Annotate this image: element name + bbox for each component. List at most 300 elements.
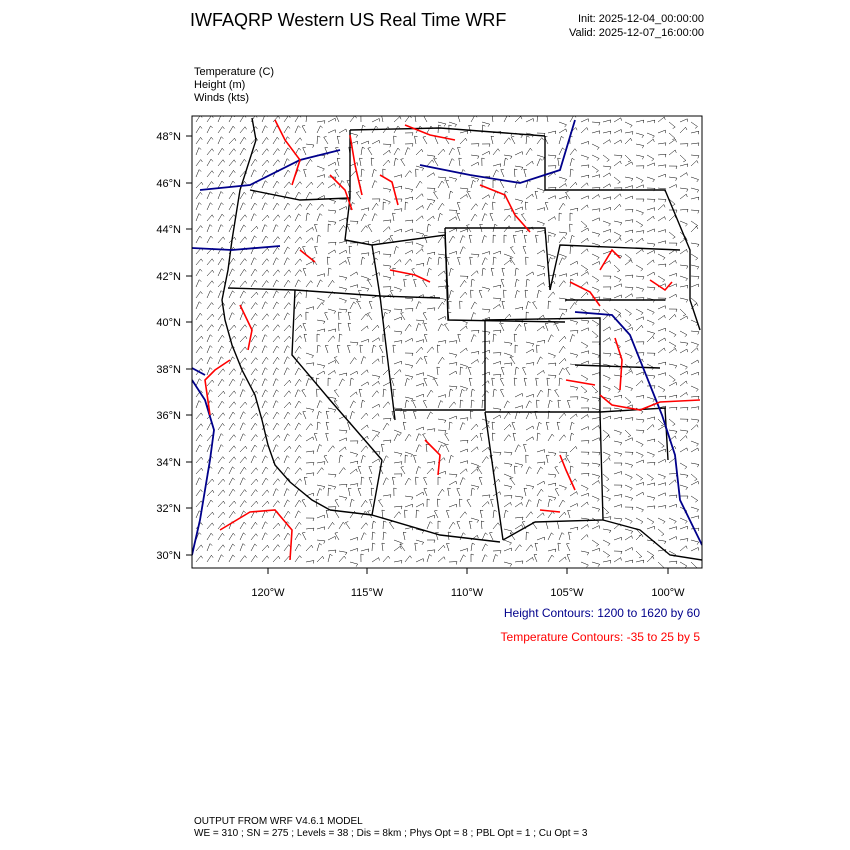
wind-barb [427,347,434,353]
wind-barb [251,379,257,386]
wind-barb [460,533,465,540]
wind-barb [570,466,573,474]
wind-barb [240,259,247,265]
wind-barb [537,138,544,144]
wind-barb [669,314,676,320]
wind-barb [303,268,306,276]
wind-barb [284,313,290,320]
wind-barb [493,298,501,301]
wind-barb [636,120,644,123]
wind-barb [295,401,301,408]
wind-barb [592,209,600,212]
wind-barb [493,164,501,167]
wind-barb [303,147,306,155]
wind-barb [493,452,501,455]
wind-barb [372,459,380,463]
wind-barb [504,363,512,366]
wind-barb [339,250,347,254]
wind-barb [460,229,468,232]
wind-barb [614,238,621,243]
wind-barb [284,446,291,452]
wind-barb [383,144,391,147]
wind-barb [680,381,687,386]
wind-barb [306,312,309,320]
wind-barb [559,500,565,507]
wind-barb [438,477,441,485]
init-time: Init: 2025-12-04_00:00:00 [578,13,704,25]
wind-barb [471,389,475,397]
wind-barb [394,506,402,509]
wind-barb [383,495,391,498]
wind-barb [240,159,246,166]
wind-barb [405,298,413,302]
wind-barb [427,522,432,529]
wind-barb [524,378,527,386]
wind-barb [680,221,687,226]
wind-barb [445,434,449,442]
wind-barb [559,281,566,287]
wind-barb [196,556,203,562]
wind-barb [471,488,475,496]
wind-barb [326,422,329,430]
wind-barb [361,287,369,291]
wind-barb [548,375,556,378]
wind-barb [603,458,610,463]
wind-barb [636,166,644,169]
wind-barb [361,413,368,419]
wind-barb [339,207,347,211]
wind-barb [603,416,611,419]
wind-barb [482,425,489,430]
wind-barb [358,488,361,496]
wind-barb [603,435,610,441]
wind-barb [438,395,446,398]
wind-barb [548,335,554,342]
wind-barb [449,228,457,232]
wind-barb [548,483,556,486]
lon-label-120w: 120°W [251,587,285,599]
wind-barb [328,488,331,496]
wind-barb [680,407,688,410]
wind-barb [251,258,256,265]
wind-barb [449,268,454,276]
wind-barb [603,529,611,533]
wind-barb [306,238,313,243]
wind-barb [460,478,465,486]
wind-barb [383,312,388,320]
wind-barb [372,214,377,222]
wind-barb [669,150,676,155]
wind-barb [603,173,611,177]
wind-barb [383,532,386,540]
wind-barb [416,249,423,254]
wind-barb [471,335,476,343]
wind-barb [614,463,622,466]
wind-barb [339,556,346,562]
wind-barb [480,510,483,518]
wind-barb [467,191,471,199]
wind-barb [218,379,224,386]
wind-barb [350,243,358,246]
wind-barb [680,419,688,422]
wind-barb [295,368,301,375]
wind-barb [592,540,599,546]
wind-barb [504,209,512,212]
wind-barb [658,348,665,353]
wind-barb [680,209,688,212]
wind-barb [295,237,302,243]
wind-barbs [196,114,699,569]
wind-barb [229,170,235,177]
wind-barb [438,316,446,320]
wind-barb [383,389,386,397]
wind-barb [526,301,531,309]
wind-barb [328,360,336,364]
wind-barb [302,390,306,398]
wind-barb [218,357,223,364]
wind-barb [361,141,369,144]
wind-barb [482,502,489,508]
wind-barb [493,353,501,356]
wind-barb [317,329,325,332]
wind-barb [284,148,290,155]
wind-barb [691,448,699,452]
wind-barb [306,561,314,564]
wind-barb [680,436,687,442]
wind-barb [647,320,654,325]
wind-barb [691,481,699,485]
wind-barb [350,499,354,507]
wind-barb [570,213,573,221]
wind-barb [229,412,235,419]
wind-barb [251,203,257,210]
wind-barb [603,120,611,123]
wind-barb [680,546,687,551]
wind-barb [262,270,269,276]
wind-barb [514,169,517,177]
wind-barb [317,235,321,243]
wind-barb [548,232,556,237]
wind-barb [240,358,247,364]
wind-barb [328,446,335,452]
wind-barb [614,194,621,199]
wind-barb [568,510,571,518]
wind-barb [317,121,325,124]
wind-barb [449,353,457,357]
wind-barb [614,177,620,184]
wind-barb [295,346,301,353]
wind-barb [392,477,395,485]
state-boundaries [222,118,702,560]
wind-barb [262,259,269,265]
wind-barb [284,182,291,188]
wind-barb [328,130,336,133]
wind-barb [614,485,622,488]
wind-barb [416,492,424,496]
wind-barb [636,372,644,375]
wind-barb [526,394,534,397]
wind-barb [647,120,655,123]
wind-barb [361,554,364,562]
wind-barb [524,169,527,177]
wind-barb [493,389,497,397]
wind-barb [405,504,413,507]
wind-barb [647,353,655,356]
wind-barb [361,549,369,552]
wind-barb [339,438,347,441]
wind-barb [379,345,383,353]
wind-barb [691,496,698,502]
wind-barb [262,335,267,342]
wind-barb [567,543,571,551]
wind-barb [437,499,440,507]
wind-barb [361,326,368,331]
wind-barb [317,543,322,551]
wind-barb [449,148,455,155]
wind-barb [658,506,666,509]
wind-barb [680,265,688,269]
wind-barb [273,237,280,243]
wind-barb [559,346,565,353]
wind-barb [438,441,445,446]
wind-barb [240,237,247,243]
wind-barb [416,477,419,485]
wind-barb [350,452,358,457]
wind-barb [669,133,675,140]
wind-barb [207,270,214,276]
wind-barb [482,309,490,313]
wind-barb [504,485,512,489]
wind-barb [592,195,599,200]
wind-barb [467,500,471,508]
wind-barb [207,357,213,364]
wind-barb [680,331,687,337]
wind-barb [603,131,611,134]
wind-barb [471,155,479,159]
wind-barb [284,203,290,210]
wind-barb [471,302,477,309]
wind-barb [449,363,457,366]
wind-barb [548,235,551,243]
wind-barb [240,544,245,551]
wind-barb [405,229,413,232]
wind-barb [581,375,588,381]
wind-barb [350,548,358,551]
wind-barb [207,281,214,287]
wind-barb [229,555,235,562]
wind-barb [658,241,666,244]
wind-barb [306,159,312,166]
wind-barb [284,489,289,497]
wind-barb [680,518,687,524]
wind-barb [416,263,424,266]
wind-barb [614,118,622,122]
wind-barb [427,155,435,159]
wind-barb [361,147,365,155]
wind-barb [438,125,441,133]
wind-barb [680,371,688,375]
wind-barb [218,258,224,265]
wind-barb [438,122,446,126]
wind-barb [427,412,433,419]
wind-barb [348,345,351,353]
wind-barb [581,441,589,444]
wind-barb [240,522,246,529]
wind-barb [482,350,490,353]
wind-barb [548,400,552,408]
wind-barb [614,130,622,134]
wind-barb [501,279,504,287]
wind-barb [306,114,310,122]
wind-barb [207,303,213,310]
wind-barb [218,501,225,507]
wind-barb [658,426,666,430]
wind-barb [345,522,350,529]
wind-barb [658,174,666,177]
wind-barb [262,490,269,496]
wind-barb [218,192,223,200]
wind-barb [348,257,351,265]
wind-barb [328,309,336,314]
wind-barb [581,282,588,287]
wind-barb [339,430,347,433]
wind-barb [403,532,406,540]
wind-barb [647,526,655,529]
wind-barb [251,236,257,243]
wind-barb [471,400,474,408]
wind-barb [457,202,460,210]
wind-barb [669,348,676,353]
wind-barb [273,357,279,364]
wind-barb [526,257,529,265]
wind-barb [570,446,577,452]
wind-barb [262,215,269,221]
wind-barb [636,276,644,280]
wind-barb [207,523,214,529]
wind-barb [493,330,501,333]
wind-barb [504,401,510,408]
wind-barb [592,122,600,125]
wind-barb [361,382,369,386]
wind-barb [526,557,533,562]
wind-barb [394,229,402,232]
wind-barb [381,444,384,452]
wind-barb [625,220,633,223]
wind-barb [339,287,347,292]
wind-barb [460,364,468,369]
wind-barb [416,181,422,188]
wind-barb [537,208,545,211]
wind-barb [658,199,666,202]
wind-barb [636,482,644,485]
footer-config: WE = 310 ; SN = 275 ; Levels = 38 ; Dis = 8km ; Phys Opt = 8 ; PBL Opt = 1 ; Cu Opt = 3 [194,828,588,839]
wind-barb [460,236,465,244]
wind-barb [658,529,664,536]
wind-barb [479,477,482,485]
wind-barb [317,214,322,221]
wind-barb [328,118,336,122]
wind-barb [636,199,644,202]
wind-barb [438,286,446,289]
wind-barb [416,383,424,386]
wind-barb [416,347,423,353]
wind-barb [524,235,527,243]
wind-barb [581,463,589,466]
wind-barb [691,276,699,279]
wind-barb [581,397,589,402]
wind-barb [691,131,699,134]
wind-barb [669,561,677,564]
wind-barb [482,372,490,375]
wind-barb [691,540,699,545]
wind-barb [207,544,212,551]
wind-barb [405,364,413,368]
wind-barb [482,533,488,540]
wind-barb [339,312,342,320]
wind-barb [603,452,610,457]
wind-barb [493,554,498,562]
wind-barb [548,533,554,540]
wind-barb [526,412,532,419]
wind-barb [273,258,279,265]
wind-barb [482,268,486,276]
wind-barb [581,292,588,298]
wind-barb [680,364,687,369]
wind-barb [581,272,588,276]
wind-barb [207,259,214,265]
wind-barb [559,378,563,386]
wind-barb [317,334,320,342]
wind-barb [669,260,676,265]
wind-barb [372,338,380,342]
wind-barb [581,128,588,134]
wind-barb [493,304,500,309]
wind-barb [295,435,301,442]
wind-barb [625,371,632,375]
wind-barb [691,243,699,247]
wind-barb [427,390,433,397]
wind-barb [625,560,633,563]
wind-barb [295,423,301,430]
wind-barb [361,370,368,375]
wind-barb [658,540,666,544]
valid-time: Valid: 2025-12-07_16:00:00 [569,27,704,39]
wind-barb [262,511,268,518]
wind-barb [389,522,394,529]
wind-barb [372,203,378,210]
wind-barb [469,125,472,133]
wind-barb [262,281,268,288]
wind-barb [658,165,666,168]
wind-barb [625,353,632,359]
wind-barb [350,441,358,444]
wind-barb [537,537,545,540]
wind-barb [413,400,417,408]
wind-barb [438,271,445,276]
wind-barb [515,525,523,529]
wind-barb [449,371,457,375]
wind-barb [262,501,269,507]
wind-barb [394,434,400,441]
wind-barb [603,551,610,557]
wind-barb [218,545,225,551]
wind-barb [416,232,424,237]
wind-barb [680,448,688,452]
wind-barb [636,342,644,345]
wind-barb [482,122,490,127]
wind-barb [273,379,278,386]
wind-barb [350,302,356,309]
